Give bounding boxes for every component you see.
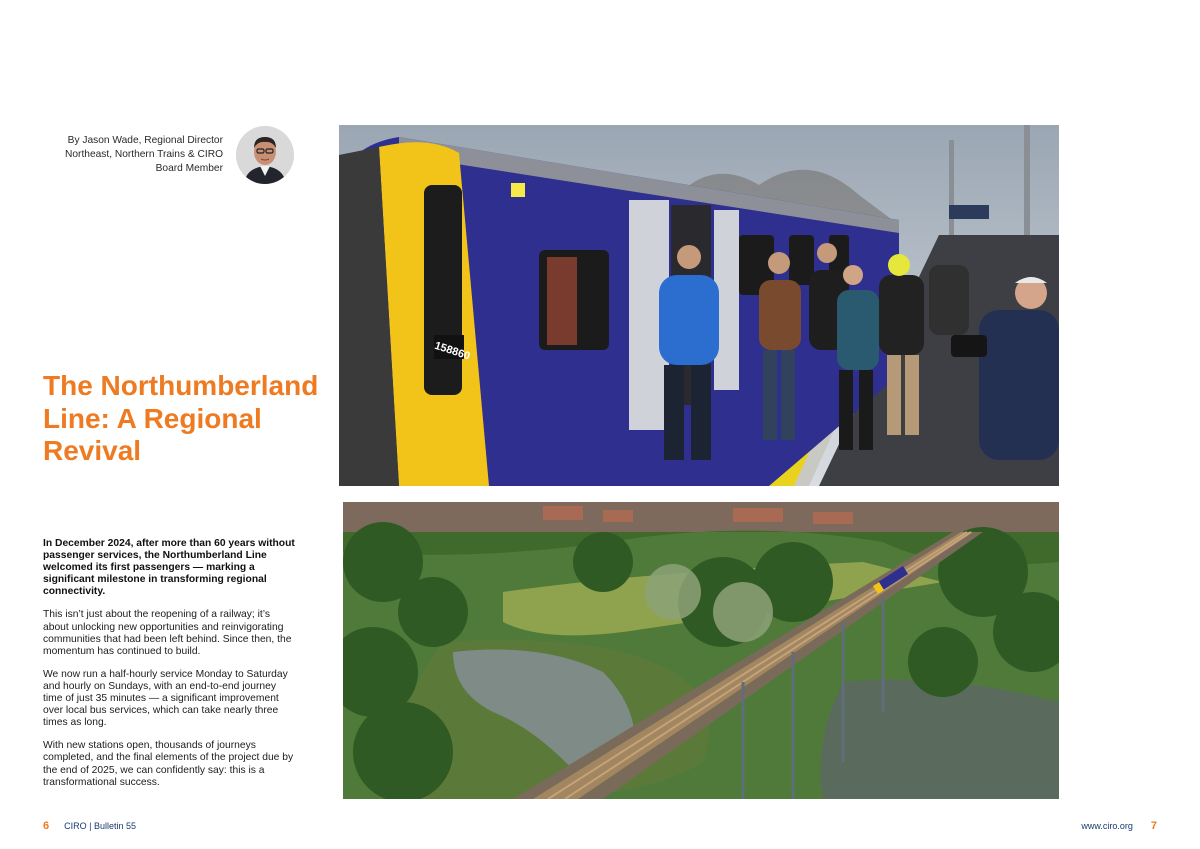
train-number: 158860 <box>432 339 472 363</box>
footer-left <box>43 820 136 832</box>
article-body <box>43 538 298 800</box>
article-title: The Northumberland Line: A Regional Revival <box>43 370 319 466</box>
article-paragraph: With new stations open, thousands of journeys completed, and the final elements of the project due by the end of 2025, we can confidently say: this is a transformational success. <box>43 740 294 788</box>
footer-right <box>1081 820 1157 832</box>
publication-name: CIRO | Bulletin 55 <box>64 821 136 831</box>
author-avatar <box>236 126 294 184</box>
page-number-right: 7 <box>1150 820 1157 832</box>
page-number-left: 6 <box>43 820 50 832</box>
article-paragraph: This isn’t just about the reopening of a railway; it’s about unlocking new opportunities and reinvigorating communities that had been left behind. Since then, the momentum has continued to build. <box>43 609 292 657</box>
author-byline: By Jason Wade, Regional Director Northeast, Northern Trains & CIRO Board Member <box>65 135 223 174</box>
article-paragraph: We now run a half-hourly service Monday to Saturday and hourly on Sundays, with an end-to-end journey time of just 35 minutes — a significant improvement over local bus services, which can take nearly three times as long. <box>43 668 288 729</box>
viaduct-aerial-photo <box>343 502 1059 799</box>
train-platform-photo <box>339 125 1059 486</box>
article-lead: In December 2024, after more than 60 years without passenger services, the Northumberland Line welcomed its first passengers — marking a significant milestone in transforming regional connectivity. <box>43 538 295 598</box>
website-link[interactable]: www.ciro.org <box>1081 821 1133 831</box>
